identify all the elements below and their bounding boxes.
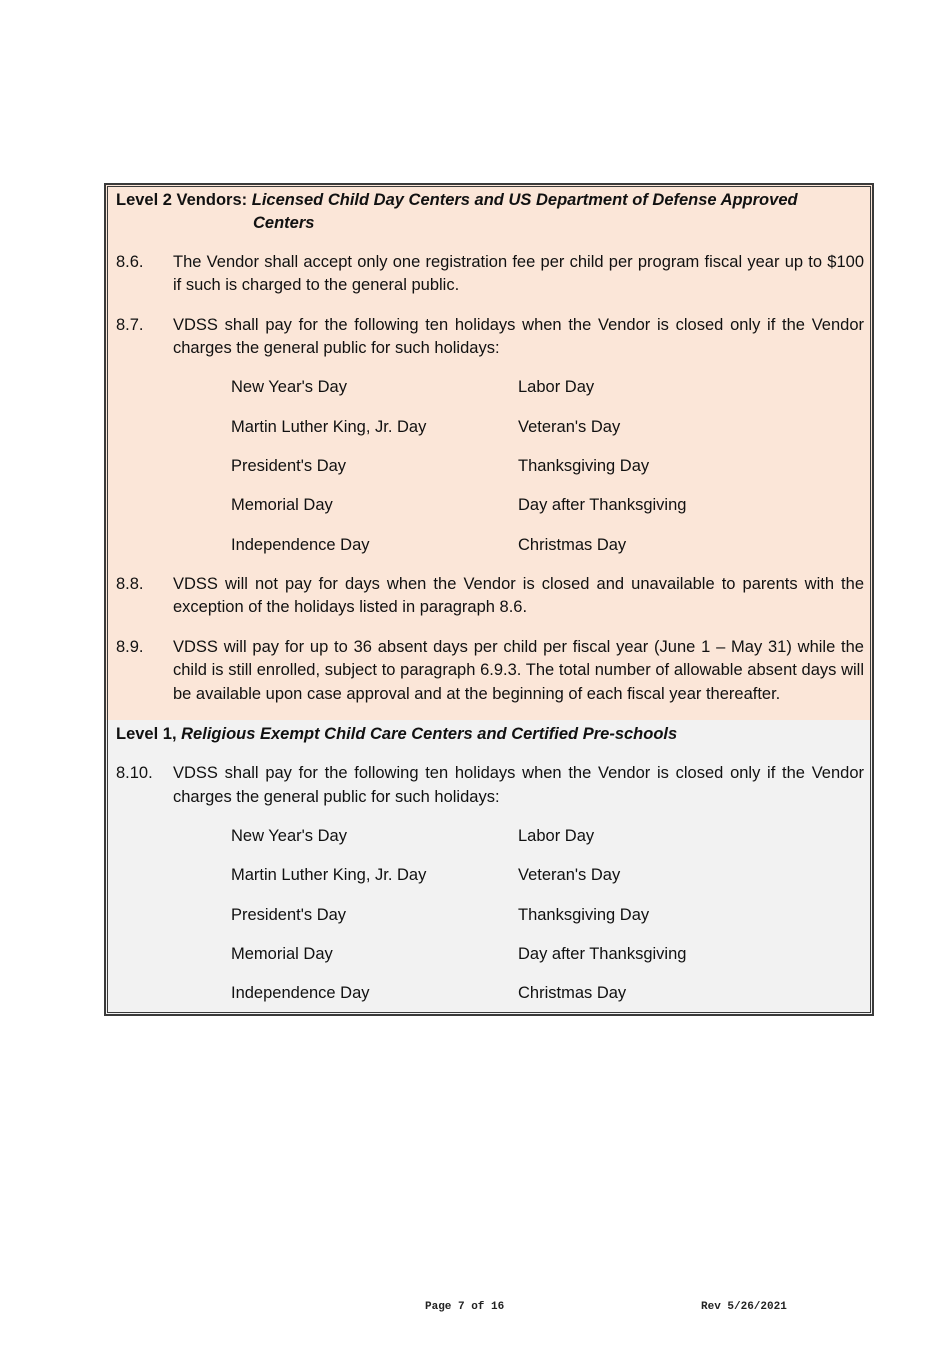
holiday-left: New Year's Day <box>231 827 347 846</box>
level2-section <box>106 185 872 720</box>
level1-heading <box>106 720 872 746</box>
holiday-row <box>106 494 872 533</box>
paragraph-8-6 <box>106 251 872 298</box>
paragraph-text: The Vendor shall accept only one registration fee per child per program fiscal year up to $100 if such is charged to the general public. <box>173 252 864 295</box>
paragraph-number: 8.6. <box>116 252 144 271</box>
holiday-row <box>106 904 872 943</box>
level1-heading-label: Level 1, <box>116 724 177 743</box>
holiday-right: Thanksgiving Day <box>518 457 650 476</box>
paragraph-text: VDSS will pay for up to 36 absent days per child per fiscal year (June 1 – May 31) while the child is still enrolled, subject to paragraph 6.9.3. The total number of allowable absent days will be available upon case approval and at the beginning of each fiscal year thereafter. <box>173 637 864 703</box>
level2-heading-label: Level 2 Vendors: <box>116 191 248 209</box>
holiday-left: Independence Day <box>231 535 370 554</box>
holiday-left: Memorial Day <box>231 496 333 515</box>
holiday-left: Martin Luther King, Jr. Day <box>231 417 427 436</box>
holiday-left: Independence Day <box>231 984 370 1003</box>
paragraph-number: 8.8. <box>116 574 144 593</box>
paragraph-text: VDSS will not pay for days when the Vendor is closed and unavailable to parents with the exception of the holidays listed in paragraph 8.6. <box>173 574 864 617</box>
paragraph-number: 8.7. <box>116 315 144 334</box>
holiday-row <box>106 376 872 415</box>
holiday-right: Veteran's Day <box>518 866 621 885</box>
paragraph-text: VDSS shall pay for the following ten holidays when the Vendor is closed only if the Vendor charges the general public for such holidays: <box>173 764 864 806</box>
holiday-left: New Year's Day <box>231 378 347 397</box>
level2-heading-subtitle: Licensed Child Day Centers and US Department of Defense Approved <box>251 191 798 209</box>
holiday-left: President's Day <box>231 905 347 924</box>
holiday-policy-table <box>104 183 874 1016</box>
paragraph-8-8 <box>106 573 872 620</box>
level2-heading <box>106 185 872 236</box>
holiday-row <box>106 864 872 903</box>
holiday-row <box>106 943 872 982</box>
paragraph-8-9 <box>106 636 872 706</box>
page-number: Page 7 of 16 <box>425 1301 505 1313</box>
holiday-right: Christmas Day <box>518 535 627 554</box>
holiday-row <box>106 982 872 1014</box>
paragraph-number: 8.9. <box>116 637 144 656</box>
holiday-right: Christmas Day <box>518 984 627 1003</box>
level1-section <box>106 720 872 1014</box>
holiday-row <box>106 416 872 455</box>
level2-heading-subtitle-cont: Centers <box>253 214 315 233</box>
paragraph-number: 8.10. <box>116 764 153 783</box>
paragraph-8-10 <box>106 762 872 809</box>
paragraph-8-7 <box>106 314 872 361</box>
holiday-left: Martin Luther King, Jr. Day <box>231 866 427 885</box>
holiday-right: Veteran's Day <box>518 417 621 436</box>
level1-heading-subtitle: Religious Exempt Child Care Centers and Certified Pre-schools <box>181 724 678 743</box>
holiday-right: Thanksgiving Day <box>518 905 650 924</box>
holiday-right: Day after Thanksgiving <box>518 496 687 515</box>
holiday-left: Memorial Day <box>231 945 333 964</box>
paragraph-text: VDSS shall pay for the following ten holidays when the Vendor is closed only if the Vendor charges the general public for such holidays: <box>173 315 864 358</box>
holiday-row <box>106 825 872 864</box>
holiday-right: Labor Day <box>518 827 595 846</box>
holiday-right: Labor Day <box>518 378 595 397</box>
holiday-row <box>106 455 872 494</box>
holiday-right: Day after Thanksgiving <box>518 945 687 964</box>
holiday-left: President's Day <box>231 457 347 476</box>
holiday-row <box>106 534 872 573</box>
revision-date: Rev 5/26/2021 <box>701 1301 787 1313</box>
